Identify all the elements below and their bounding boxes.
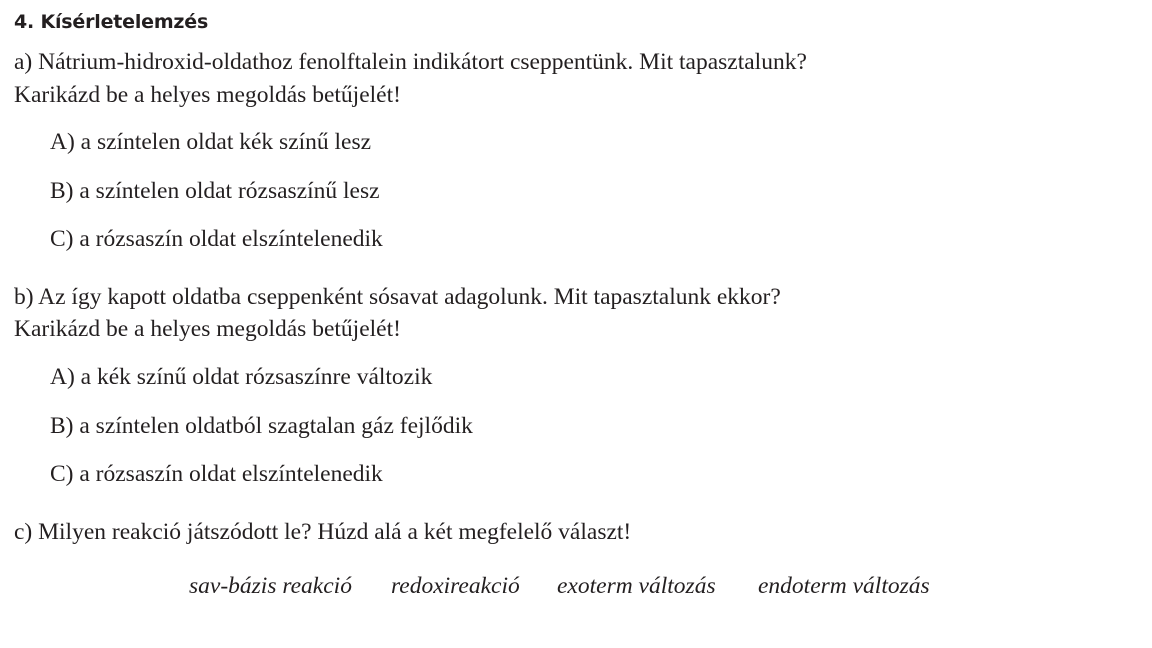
instruction-a: Karikázd be a helyes megoldás betűjelét! [14,82,401,108]
instruction-b: Karikázd be a helyes megoldás betűjelét! [14,316,401,342]
question-a: a) Nátrium-hidroxid-oldathoz fenolftalein indikátort cseppentünk. Mit tapasztalunk? [14,49,807,75]
question-c: c) Milyen reakció játszódott le? Húzd alá a két megfelelő választ! [14,519,632,545]
option-b-C[interactable]: C) a rózsaszín oldat elszíntelenedik [50,461,383,487]
option-b-B[interactable]: B) a színtelen oldatból szagtalan gáz fejlődik [50,413,473,439]
term-exothermic[interactable]: exoterm változás [557,573,716,599]
option-b-A[interactable]: A) a kék színű oldat rózsaszínre változik [50,364,433,390]
term-endothermic[interactable]: endoterm változás [758,573,930,599]
option-a-B[interactable]: B) a színtelen oldat rózsaszínű lesz [50,178,380,204]
term-redox[interactable]: redoxireakció [391,573,520,599]
question-b: b) Az így kapott oldatba cseppenként sósavat adagolunk. Mit tapasztalunk ekkor? [14,284,781,310]
term-acid-base[interactable]: sav-bázis reakció [189,573,352,599]
option-a-C[interactable]: C) a rózsaszín oldat elszíntelenedik [50,226,383,252]
task-title: 4. Kísérletelemzés [14,11,209,33]
option-a-A[interactable]: A) a színtelen oldat kék színű lesz [50,129,372,155]
